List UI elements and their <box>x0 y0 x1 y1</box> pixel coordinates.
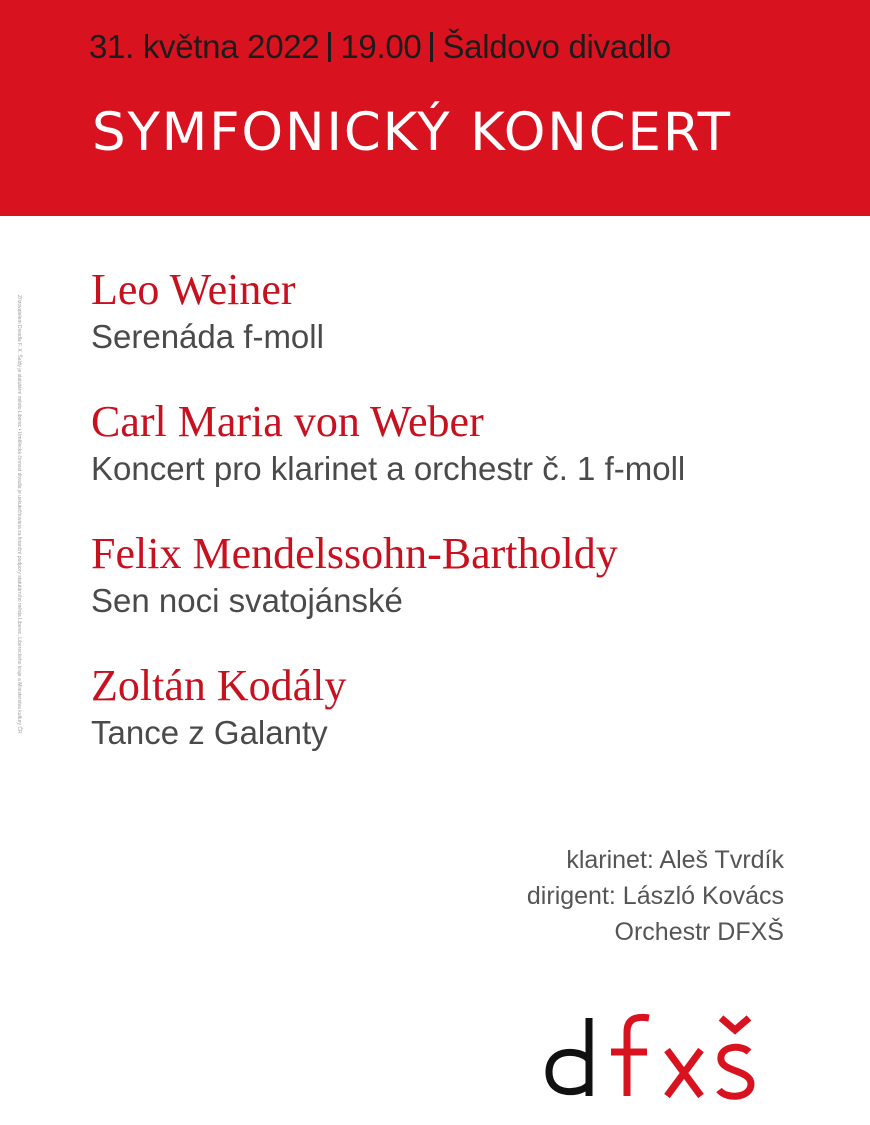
composer-name: Zoltán Kodály <box>91 661 347 710</box>
program-item <box>91 529 685 623</box>
event-time: 19.00 <box>340 28 422 65</box>
event-venue: Šaldovo divadlo <box>442 28 671 65</box>
logo-letter-f <box>611 1017 649 1096</box>
header-banner <box>0 0 870 216</box>
work-title: Sen noci svatojánské <box>91 582 403 619</box>
logo-letter-x <box>667 1050 701 1096</box>
orchestra-credit: Orchestr DFXŠ <box>614 918 784 946</box>
separator <box>430 32 433 62</box>
composer-name: Carl Maria von Weber <box>91 397 484 446</box>
conductor-credit: dirigent: László Kovács <box>526 882 784 910</box>
program-item <box>91 397 685 491</box>
event-date: 31. května 2022 <box>89 28 320 65</box>
program-item <box>91 265 685 359</box>
program-item <box>91 661 685 755</box>
dfxs-logo <box>545 1010 785 1100</box>
soloist-credit: klarinet: Aleš Tvrdík <box>566 846 784 874</box>
concert-title: SYMFONICKÝ KONCERT <box>92 102 732 163</box>
work-title: Tance z Galanty <box>91 714 328 751</box>
logo-letter-d <box>549 1018 589 1096</box>
composer-name: Felix Mendelssohn-Bartholdy <box>91 529 618 578</box>
sponsor-note: Zřizovatelem Divadla F. X. Šaldy je statutární město Liberec • Umělecká činnost divadla je uskutečňována za finanční podpory statutárního města Liberec, Libereckého kraje a Ministerstva kultury ČR <box>16 295 22 734</box>
performers-credits <box>527 842 784 950</box>
composer-name: Leo Weiner <box>91 265 296 314</box>
event-info-line <box>89 28 671 66</box>
program-list <box>91 265 685 793</box>
logo-letter-s-caron <box>719 1018 751 1096</box>
work-title: Koncert pro klarinet a orchestr č. 1 f-moll <box>91 450 686 487</box>
separator <box>328 32 331 62</box>
work-title: Serenáda f-moll <box>91 318 324 355</box>
